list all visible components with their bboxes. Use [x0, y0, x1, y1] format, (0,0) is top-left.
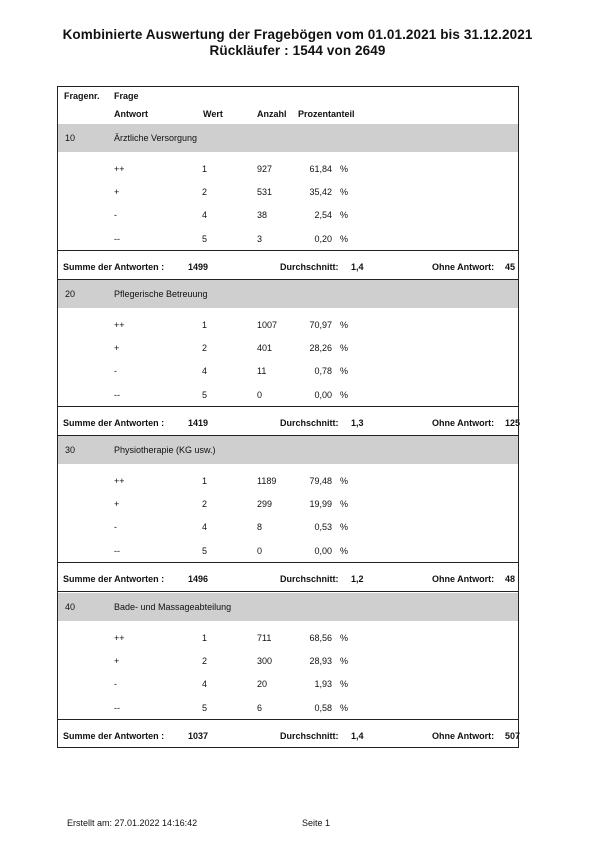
answer-value: 5	[202, 390, 208, 400]
answer-percent: 2,54	[314, 210, 332, 220]
percent-sign: %	[340, 633, 349, 643]
sum-label: Summe der Antworten :	[63, 262, 165, 272]
section-divider	[57, 406, 519, 407]
answer-symbol: --	[114, 546, 120, 556]
answer-count: 20	[257, 679, 268, 689]
sum-value: 1496	[188, 574, 209, 584]
no-answer-value: 45	[505, 262, 516, 272]
no-answer-value: 125	[505, 418, 521, 428]
answer-count: 38	[257, 210, 268, 220]
question-title: Bade- und Massageabteilung	[114, 602, 232, 612]
answer-symbol: --	[114, 234, 120, 244]
answer-symbol: ++	[114, 633, 125, 643]
percent-sign: %	[340, 320, 349, 330]
no-answer-value: 507	[505, 731, 521, 741]
answer-percent: 1,93	[314, 679, 332, 689]
percent-sign: %	[340, 679, 349, 689]
answer-symbol: ++	[114, 476, 125, 486]
no-answer-label: Ohne Antwort:	[432, 731, 495, 741]
sum-value: 1419	[188, 418, 209, 428]
question-title: Physiotherapie (KG usw.)	[114, 445, 216, 455]
sum-label: Summe der Antworten :	[63, 731, 165, 741]
average-label: Durchschnitt:	[280, 574, 339, 584]
report-title: Kombinierte Auswertung der Fragebögen vom 01.01.2021 bis 31.12.2021	[62, 27, 533, 42]
answer-symbol: -	[114, 679, 117, 689]
percent-sign: %	[340, 656, 349, 666]
answer-percent: 0,53	[314, 522, 332, 532]
answer-symbol: -	[114, 366, 117, 376]
page-number: Seite 1	[302, 818, 331, 828]
sum-value: 1499	[188, 262, 209, 272]
answer-value: 1	[202, 320, 208, 330]
answer-count: 401	[257, 343, 273, 353]
answer-percent: 68,56	[309, 633, 332, 643]
no-answer-value: 48	[505, 574, 516, 584]
answer-symbol: +	[114, 656, 120, 666]
average-value: 1,4	[351, 262, 364, 272]
answer-symbol: -	[114, 210, 117, 220]
answer-count: 531	[257, 187, 273, 197]
header-prozentanteil: Prozentanteil	[298, 109, 355, 119]
percent-sign: %	[340, 499, 349, 509]
answer-percent: 0,00	[314, 546, 332, 556]
answer-value: 1	[202, 633, 208, 643]
percent-sign: %	[340, 522, 349, 532]
answer-count: 300	[257, 656, 273, 666]
answer-value: 1	[202, 476, 208, 486]
answer-value: 4	[202, 366, 208, 376]
answer-count: 0	[257, 390, 263, 400]
answer-symbol: ++	[114, 320, 125, 330]
percent-sign: %	[340, 164, 349, 174]
sum-label: Summe der Antworten :	[63, 418, 165, 428]
percent-sign: %	[340, 546, 349, 556]
header-frage: Frage	[114, 91, 139, 101]
answer-count: 711	[257, 633, 272, 643]
answer-count: 0	[257, 546, 263, 556]
answer-percent: 61,84	[309, 164, 332, 174]
answer-value: 4	[202, 210, 208, 220]
percent-sign: %	[340, 366, 349, 376]
answer-count: 3	[257, 234, 263, 244]
answer-percent: 28,93	[309, 656, 332, 666]
answer-value: 5	[202, 546, 208, 556]
no-answer-label: Ohne Antwort:	[432, 574, 495, 584]
answer-percent: 19,99	[309, 499, 332, 509]
no-answer-label: Ohne Antwort:	[432, 418, 495, 428]
no-answer-label: Ohne Antwort:	[432, 262, 495, 272]
header-antwort: Antwort	[114, 109, 148, 119]
answer-count: 11	[257, 366, 267, 376]
answer-symbol: +	[114, 187, 120, 197]
created-timestamp: Erstellt am: 27.01.2022 14:16:42	[67, 818, 198, 828]
answer-symbol: --	[114, 703, 120, 713]
sum-label: Summe der Antworten :	[63, 574, 165, 584]
answer-value: 1	[202, 164, 208, 174]
answer-symbol: ++	[114, 164, 125, 174]
answer-percent: 0,78	[314, 366, 332, 376]
average-label: Durchschnitt:	[280, 262, 339, 272]
answer-percent: 0,58	[314, 703, 332, 713]
section-divider	[57, 591, 519, 592]
question-header	[57, 280, 519, 308]
answer-value: 5	[202, 703, 208, 713]
answer-count: 8	[257, 522, 263, 532]
section-divider	[57, 250, 519, 251]
answer-symbol: +	[114, 343, 120, 353]
question-header	[57, 436, 519, 464]
answer-percent: 70,97	[309, 320, 332, 330]
answer-value: 2	[202, 499, 208, 509]
answer-percent: 0,20	[314, 234, 332, 244]
percent-sign: %	[340, 187, 349, 197]
section-divider	[57, 562, 519, 563]
answer-count: 927	[257, 164, 273, 174]
answer-percent: 79,48	[309, 476, 332, 486]
header-fragenr: Fragenr.	[64, 91, 100, 101]
answer-value: 2	[202, 343, 208, 353]
question-title: Ärztliche Versorgung	[114, 133, 198, 143]
percent-sign: %	[340, 234, 349, 244]
sum-value: 1037	[188, 731, 209, 741]
average-label: Durchschnitt:	[280, 418, 339, 428]
answer-symbol: -	[114, 522, 117, 532]
average-label: Durchschnitt:	[280, 731, 339, 741]
answer-value: 2	[202, 187, 208, 197]
percent-sign: %	[340, 210, 349, 220]
percent-sign: %	[340, 390, 349, 400]
answer-percent: 28,26	[309, 343, 332, 353]
answer-percent: 0,00	[314, 390, 332, 400]
answer-count: 299	[257, 499, 273, 509]
question-title: Pflegerische Betreuung	[114, 289, 208, 299]
answer-value: 2	[202, 656, 208, 666]
average-value: 1,4	[351, 731, 364, 741]
question-number: 40	[65, 602, 76, 612]
answer-symbol: +	[114, 499, 120, 509]
question-number: 10	[65, 133, 76, 143]
answer-count: 1189	[257, 476, 277, 486]
answer-value: 4	[202, 522, 208, 532]
section-divider	[57, 719, 519, 720]
answer-value: 4	[202, 679, 208, 689]
header-anzahl: Anzahl	[257, 109, 287, 119]
question-number: 30	[65, 445, 76, 455]
answer-value: 5	[202, 234, 208, 244]
header-wert: Wert	[203, 109, 223, 119]
answer-percent: 35,42	[309, 187, 332, 197]
average-value: 1,2	[351, 574, 364, 584]
answer-count: 1007	[257, 320, 278, 330]
question-number: 20	[65, 289, 76, 299]
question-header	[57, 593, 519, 621]
average-value: 1,3	[351, 418, 364, 428]
report-subtitle: Rückläufer : 1544 von 2649	[209, 43, 386, 58]
question-header	[57, 124, 519, 152]
answer-symbol: --	[114, 390, 120, 400]
percent-sign: %	[340, 343, 349, 353]
percent-sign: %	[340, 476, 349, 486]
report-table	[57, 86, 519, 748]
answer-count: 6	[257, 703, 263, 713]
percent-sign: %	[340, 703, 349, 713]
